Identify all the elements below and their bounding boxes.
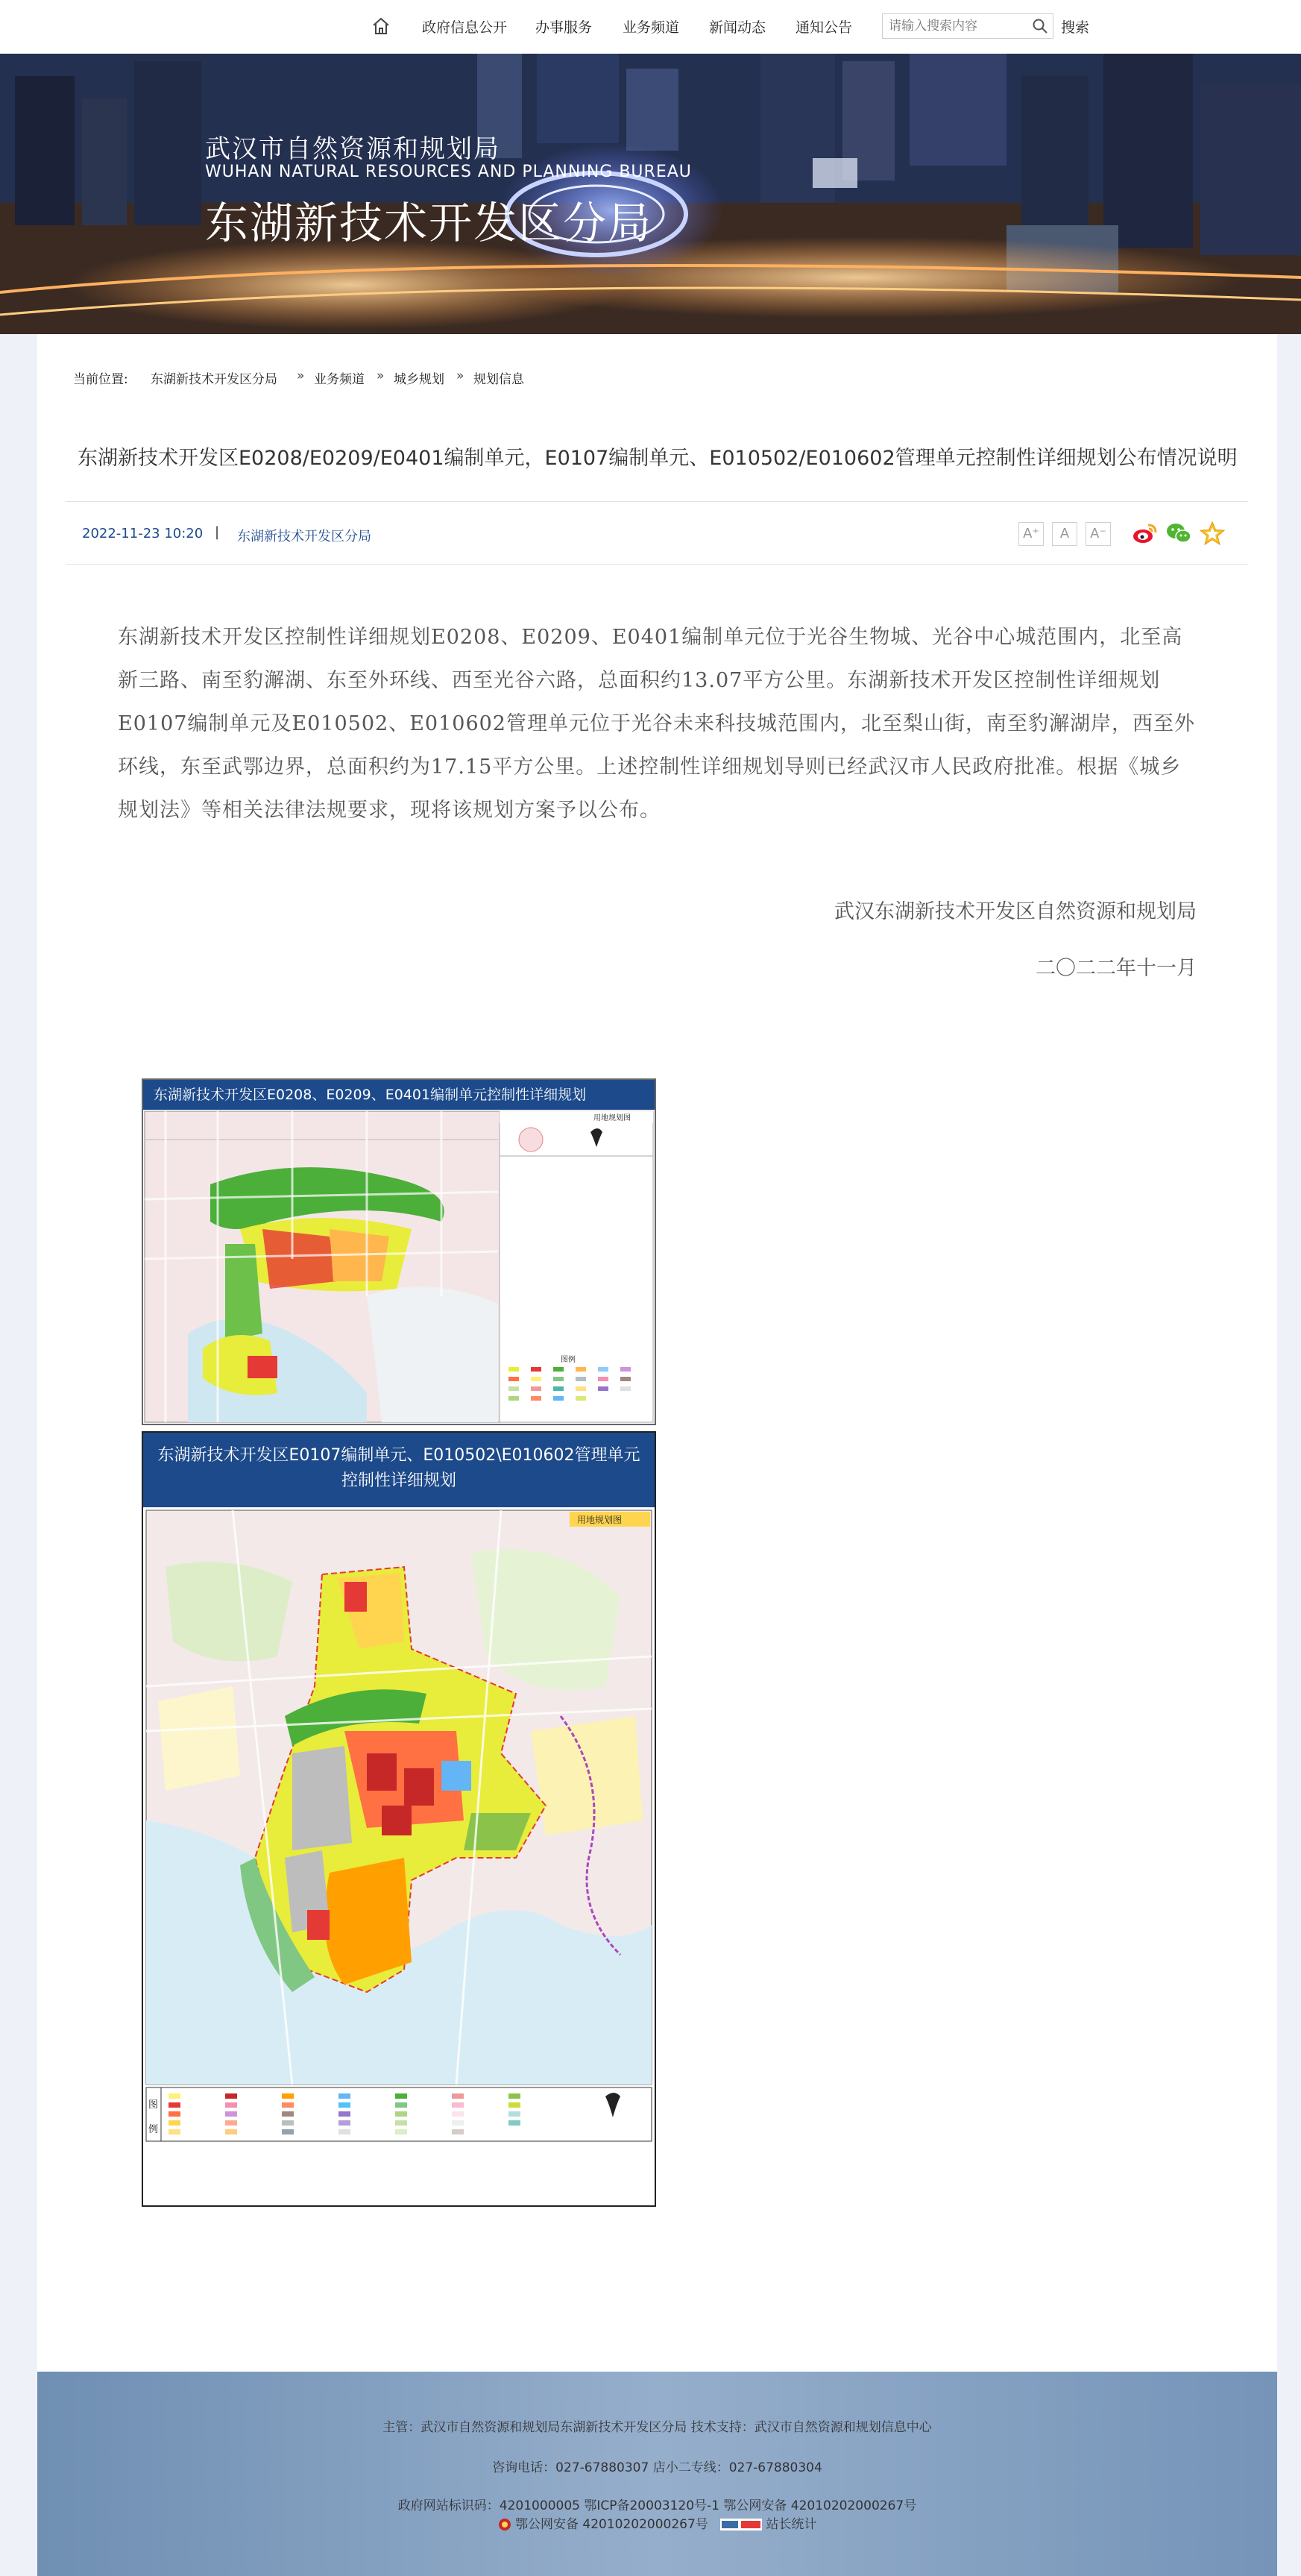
wechat-icon[interactable]: [1165, 521, 1192, 546]
breadcrumb-item-planning[interactable]: 城乡规划: [394, 372, 444, 387]
nav-item-services[interactable]: 办事服务: [535, 19, 593, 36]
map1-tag: 用地规划图: [593, 1114, 631, 1122]
footer-badges: [37, 2513, 1277, 2532]
banner-subtitle: 东湖新技术开发区分局: [205, 198, 653, 248]
footer-police-record[interactable]: 鄂公网安备 42010202000267号: [514, 2517, 708, 2532]
planning-map-1[interactable]: [142, 1078, 656, 1425]
map2-title-line2: 控制性详细规划: [341, 1471, 456, 1490]
footer: [37, 2372, 1277, 2576]
search-box: [882, 13, 1053, 39]
planning-map-2[interactable]: [142, 1431, 656, 2207]
home-icon[interactable]: [370, 15, 392, 37]
footer-sponsor: 主管：武汉市自然资源和规划局东湖新技术开发区分局 技术支持：武汉市自然资源和规划信息中心: [382, 2420, 932, 2435]
article-source[interactable]: 东湖新技术开发区分局: [237, 529, 371, 544]
nav-item-news[interactable]: 新闻动态: [709, 19, 766, 36]
breadcrumb-item-info[interactable]: 规划信息: [473, 372, 524, 387]
breadcrumb-separator: »: [456, 368, 464, 383]
map1-legend-title: 图例: [561, 1356, 576, 1364]
header-banner: [0, 54, 1301, 334]
nav-item-gov-info[interactable]: 政府信息公开: [422, 19, 508, 36]
nav-item-business[interactable]: 业务频道: [623, 19, 680, 36]
breadcrumb-item-business[interactable]: 业务频道: [314, 372, 365, 387]
publish-date: 2022-11-23 10:20: [82, 526, 204, 541]
search-input[interactable]: [883, 14, 1024, 38]
footer-contact: 咨询电话：027-67880307 店小二专线：027-67880304: [492, 2460, 822, 2475]
nav-item-notices[interactable]: 通知公告: [796, 19, 853, 36]
breadcrumb-item-branch[interactable]: 东湖新技术开发区分局: [151, 372, 277, 387]
font-size-small-button[interactable]: A⁻: [1086, 522, 1111, 546]
favorite-icon[interactable]: [1199, 521, 1226, 546]
footer-site-stats[interactable]: 站长统计: [766, 2517, 817, 2532]
map1-land-use-image: [143, 1110, 655, 1424]
article-body: 东湖新技术开发区控制性详细规划E0208、E0209、E0401编制单元位于光谷生物城、光谷中心城范围内，北至高新三路、南至豹澥湖、东至外环线、西至光谷六路，总面积约13.07平方公里。东湖新技术开发区控制性详细规划E0107编制单元及E010502、E010602管理单元位于光谷未来科技城范围内，北至梨山街，南至豹澥湖岸，西至外环线，东至武鄂边界，总面积约为17.15平方公里。上述控制性详细规划导则已经武汉市人民政府批准。根据《城乡规划法》等相关法律法规要求，现将该规划方案予以公布。: [118, 626, 1195, 822]
map2-title-line1: 东湖新技术开发区E0107编制单元、E010502\E010602管理单元: [157, 1446, 640, 1465]
map2-tag: 用地规划图: [577, 1515, 623, 1525]
police-badge-icon: [498, 2518, 511, 2531]
breadcrumb-separator: »: [297, 368, 305, 383]
weibo-icon[interactable]: [1132, 521, 1159, 546]
map2-legend-label-a: 图: [148, 2099, 159, 2111]
map1-title: 东湖新技术开发区E0208、E0209、E0401编制单元控制性详细规划: [143, 1080, 655, 1110]
search-button[interactable]: 搜索: [1061, 19, 1090, 36]
footer-registration: 政府网站标识码：4201000005 鄂ICP备20003120号-1 鄂公网安备 42010202000267号: [397, 2498, 917, 2513]
breadcrumb-label: 当前位置:: [73, 372, 128, 387]
breadcrumb-separator: »: [377, 368, 385, 383]
font-size-medium-button[interactable]: A: [1052, 522, 1077, 546]
signature-org: 武汉东湖新技术开发区自然资源和规划局: [834, 900, 1197, 923]
top-navigation: [0, 0, 1301, 54]
banner-title-en: WUHAN NATURAL RESOURCES AND PLANNING BUREAU: [205, 163, 692, 181]
divider: [66, 564, 1248, 565]
map2-land-use-image: [143, 1507, 655, 2205]
article-title: 东湖新技术开发区E0208/E0209/E0401编制单元，E0107编制单元、E010502/E010602管理单元控制性详细规划公布情况说明: [78, 447, 1238, 470]
search-icon[interactable]: [1032, 18, 1048, 34]
map2-legend-label-b: 例: [148, 2124, 159, 2135]
font-size-large-button[interactable]: A⁺: [1018, 522, 1044, 546]
map2-title: [143, 1433, 655, 1507]
signature-date: 二〇二二年十一月: [1036, 957, 1197, 980]
cnzz-icon: [720, 2519, 762, 2531]
banner-title-cn: 武汉市自然资源和规划局: [205, 134, 500, 164]
meta-separator: |: [215, 524, 220, 540]
divider: [66, 501, 1248, 502]
